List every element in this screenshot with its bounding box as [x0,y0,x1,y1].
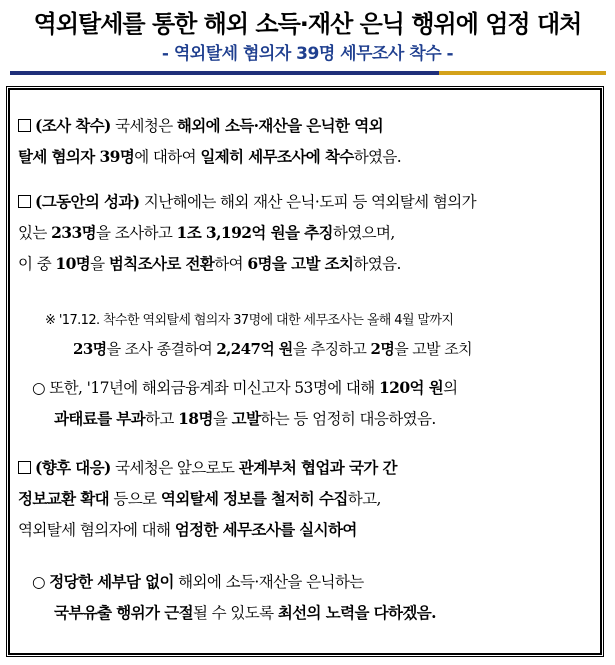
text-run: 하였으며, [332,224,395,242]
text-run: 을 [90,255,109,273]
page-title: 역외탈세를 통한 해외 소득·재산 은닉 행위에 엄정 대처 [33,10,582,38]
section-line [32,597,615,628]
text-run-bold: 국부유출 행위가 근절 [54,603,193,622]
text-run-bold: 정보교환 확대 [18,489,110,508]
text-run-bold: 2명 [370,340,395,358]
text-run-bold: 역외탈세 정보를 철저히 수집 [160,489,348,508]
text-run: 하였음. [353,148,402,166]
text-run: 국세청은 앞으로도 [110,459,239,477]
text-run: 해외에 소득·재산을 은닉하는 [173,573,364,591]
text-run: ○ 또한, '17년에 해외금융계좌 미신고자 53명에 대해 [32,379,379,397]
section-foreign-accounts [32,372,615,434]
checkbox-square-icon [18,195,31,208]
section-heading: (향후 대응) [35,458,111,477]
section-line [18,483,602,514]
text-run-bold: 23명 [73,340,107,358]
text-run-bold: 6명을 고발 조치 [247,254,354,273]
text-run: 국세청은 [110,117,177,135]
text-run-bold: 120억 원 [378,378,444,397]
section-line [18,452,602,483]
text-run-bold: 과태료를 부과 [54,409,146,428]
text-run-bold: 2,247억 원 [216,340,293,358]
text-run-bold: 1조 3,192억 원을 추징 [176,223,333,242]
text-run: 될 수 있도록 [192,604,278,622]
text-run-bold: 탈세 혐의자 39명 [18,147,135,166]
note-line: ※ '17.12. 착수한 역외탈세 혐의자 37명에 대한 세무조사는 올해 4월 말까지 [45,313,454,328]
text-run: 하여 [214,255,248,273]
section-past-results [18,186,602,279]
text-run-bold: 고발 [231,409,261,428]
section-line [18,217,602,248]
section-line [32,372,615,403]
text-run: 이 중 [18,255,56,273]
section-commitment [32,566,615,628]
text-run: 을 고발 조치 [394,340,473,358]
note-line [45,335,472,364]
text-run-bold: 범칙조사로 전환 [108,254,215,273]
text-run-bold: 엄정한 세무조사를 실시하여 [174,520,357,539]
section-line [18,248,602,279]
text-run: 등으로 [109,490,161,508]
text-run-bold: 관계부처 협업과 국가 간 [238,458,397,477]
section-line [32,403,615,434]
text-run: ○ [32,573,50,591]
section-line [18,110,602,141]
section-heading: (조사 착수) [35,116,111,135]
text-run: 지난해에는 해외 재산 은닉·도피 등 역외탈세 혐의가 [139,193,476,211]
section-line [18,514,602,545]
note-block [45,306,472,364]
text-run-bold: 최선의 노력을 다하겠음. [277,603,436,622]
page-subtitle: - 역외탈세 혐의자 39명 세무조사 착수 - [161,44,454,64]
section-line [32,566,615,597]
section-investigation-start [18,110,602,172]
text-run: 에 대하여 [134,148,201,166]
underline-gold-segment [439,71,606,75]
text-run: 역외탈세 혐의자에 대해 [18,521,175,539]
text-run: 을 조사 종결하여 [106,340,217,358]
text-run-bold: 해외에 소득·재산을 은닉한 역외 [176,116,383,135]
text-run: 의 [443,379,458,397]
text-run: 을 조사하고 [96,224,177,242]
text-run-bold: 233명 [51,223,97,242]
underline-navy-segment [10,71,439,75]
checkbox-square-icon [18,119,31,132]
text-run-bold: 18명 [178,409,213,428]
text-run: 을 [212,410,232,428]
text-run: 하고, [347,490,381,508]
checkbox-square-icon [18,461,31,474]
section-heading: (그동안의 성과) [35,192,140,211]
text-run-bold: 정당한 세부담 없이 [49,572,174,591]
text-run: 하는 등 엄정히 대응하였음. [260,410,436,428]
text-run: 을 추징하고 [292,340,371,358]
text-run-bold: 일제히 세무조사에 착수 [200,147,354,166]
section-line [18,186,602,217]
section-future-response [18,452,602,545]
title-underline [10,71,606,75]
text-run-bold: 10명 [55,254,91,273]
text-run: 하고 [145,410,179,428]
text-run: 하였음. [353,255,401,273]
section-line [18,141,602,172]
text-run: 있는 [18,224,52,242]
